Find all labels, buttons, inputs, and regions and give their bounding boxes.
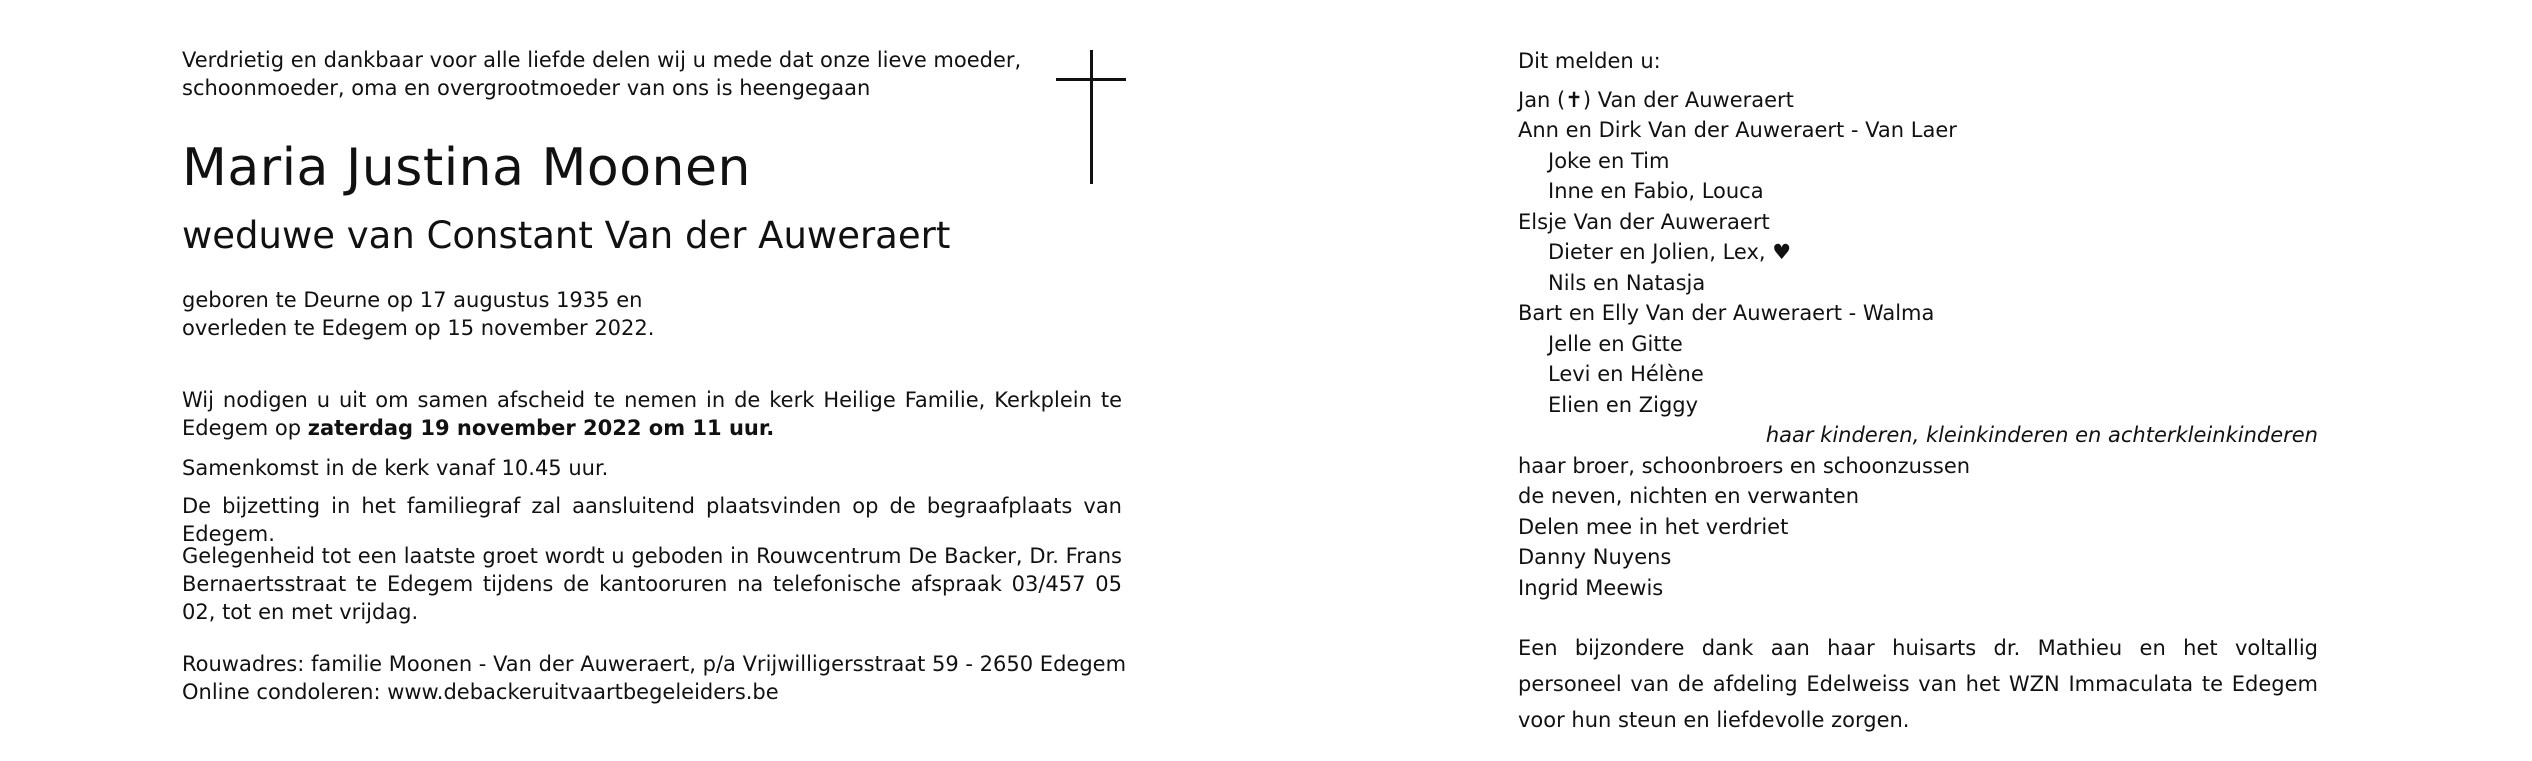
- relative-line: de neven, nichten en verwanten: [1518, 484, 1860, 508]
- gathering-time: Samenkomst in de kerk vanaf 10.45 uur.: [182, 456, 609, 480]
- intro-text: [182, 46, 1122, 102]
- invitation-text: Wij nodigen u uit om samen afscheid te nemen in de kerk Heilige Familie, Kerkplein te Edegem op: [182, 388, 1122, 440]
- children-label: haar kinderen, kleinkinderen en achterkleinkinderen: [1765, 423, 2318, 447]
- invitation: [182, 386, 1122, 442]
- relative-line: Delen mee in het verdriet: [1518, 514, 1789, 539]
- farewell-info: Gelegenheid tot een laatste groet wordt u geboden in Rouwcentrum De Backer, Dr. Frans Bernaertsstraat te Edegem tijdens de kantooruren na telefonische afspraak 03/457 05 02, tot en met vrijdag.: [182, 544, 1122, 624]
- relative-line: haar broer, schoonbroers en schoonzussen: [1518, 453, 1971, 478]
- died-line: overleden te Edegem op 15 november 2022.: [182, 316, 655, 340]
- family-member: Dieter en Jolien, Lex, ♥: [1548, 240, 1792, 264]
- birth-death-info: [182, 286, 654, 342]
- family-member: Jelle en Gitte: [1548, 331, 1683, 356]
- family-member: Elsje Van der Auweraert: [1518, 209, 1770, 234]
- family-member: Jan (✝) Van der Auweraert: [1518, 87, 1794, 112]
- left-column: [182, 46, 1127, 704]
- family-member: Levi en Hélène: [1548, 362, 1704, 386]
- thanks-text: Een bijzondere dank aan haar huisarts dr. Mathieu en het voltallig personeel van de afdeling Edelweiss van het WZN Immaculata te Edegem voor hun steun en liefdevolle zorgen.: [1518, 636, 2318, 732]
- right-column: [1518, 46, 2318, 732]
- relative-line: Danny Nuyens: [1518, 545, 1672, 569]
- deceased-name: Maria Justina Moonen: [182, 138, 751, 198]
- born-line: geboren te Deurne op 17 augustus 1935 en: [182, 288, 643, 312]
- family-member: Bart en Elly Van der Auweraert - Walma: [1518, 301, 1935, 325]
- other-relatives: [1518, 451, 2318, 604]
- announce-heading: Dit melden u:: [1518, 49, 1661, 73]
- family-member: Inne en Fabio, Louca: [1548, 179, 1764, 203]
- family-member: Ann en Dirk Van der Auweraert - Van Laer: [1518, 118, 1957, 142]
- widow-of: weduwe van Constant Van der Auweraert: [182, 214, 951, 257]
- family-list: [1518, 85, 2318, 421]
- ceremony-date: zaterdag 19 november 2022 om 11 uur.: [307, 416, 775, 440]
- relative-line: Ingrid Meewis: [1518, 575, 1664, 600]
- online-condolences: Online condoleren: www.debackeruitvaartbegeleiders.be: [182, 680, 779, 704]
- family-member: Elien en Ziggy: [1548, 392, 1699, 417]
- intro-line-2: schoonmoeder, oma en overgrootmoeder van ons is heengegaan: [182, 76, 871, 100]
- family-member: Joke en Tim: [1548, 148, 1670, 173]
- cross-icon: [1056, 50, 1126, 184]
- mourning-address: Rouwadres: familie Moonen - Van der Auweraert, p/a Vrijwilligersstraat 59 - 2650 Edegem: [182, 652, 1127, 676]
- burial-info: De bijzetting in het familiegraf zal aansluitend plaatsvinden op de begraafplaats van Edegem.: [182, 494, 1122, 546]
- intro-line-1: Verdrietig en dankbaar voor alle liefde delen wij u mede dat onze lieve moeder,: [182, 48, 1022, 72]
- family-member: Nils en Natasja: [1548, 270, 1706, 295]
